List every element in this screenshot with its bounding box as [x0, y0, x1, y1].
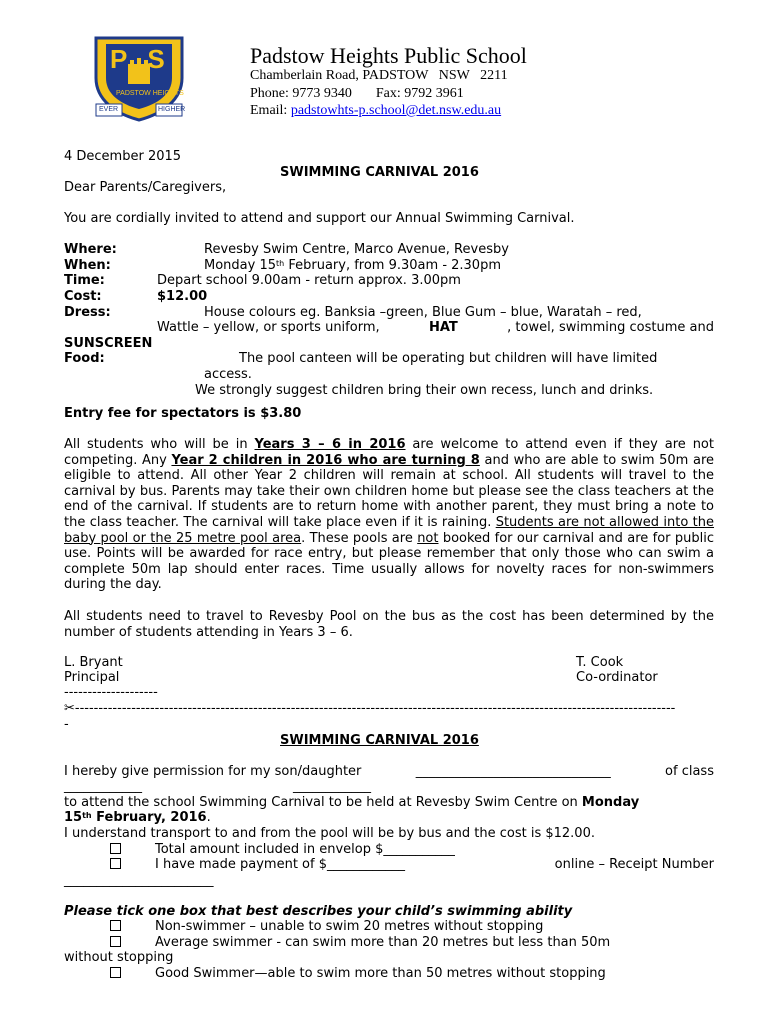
when-row — [64, 258, 501, 274]
school-logo — [90, 34, 188, 122]
ability-option-2b: without stopping — [64, 950, 174, 965]
permission-row — [64, 764, 714, 780]
school-address: Chamberlain Road, PADSTOW NSW 2211 — [250, 68, 508, 83]
dash-short: -------------------- — [64, 685, 158, 700]
dress-row — [64, 305, 642, 321]
letter-intro: You are cordially invited to attend and support our Annual Swimming Carnival. — [64, 211, 575, 226]
time-row — [64, 273, 461, 289]
year-2-turning-8: Year 2 children in 2016 who are turning 8 — [171, 452, 480, 468]
sig-right-role: Co-ordinator — [576, 670, 658, 685]
ability-option-1: Non-swimmer – unable to swim 20 metres without stopping — [110, 919, 760, 935]
sig-left-role: Principal — [64, 670, 120, 685]
dash-end: - — [64, 717, 69, 732]
school-fax: Fax: 9792 3961 — [375, 86, 464, 101]
transport-row: I understand transport to and from the pool will be by bus and the cost is $12.00. — [64, 826, 595, 841]
dress-value-2a: Wattle – yellow, or sports uniform, — [157, 320, 380, 335]
cut-line — [64, 701, 714, 717]
dress-value-2b: HAT — [428, 320, 458, 335]
non-swimmer-checkbox[interactable] — [110, 920, 121, 931]
where-label: Where: — [64, 242, 117, 257]
of-class-text: of class — [665, 764, 714, 779]
sig-right-name: T. Cook — [576, 655, 624, 670]
school-phone: Phone: 9773 9340 — [250, 86, 352, 101]
cost-label: Cost: — [64, 289, 102, 304]
letter-greeting: Dear Parents/Caregivers, — [64, 180, 227, 195]
when-value-sup: th — [276, 259, 285, 268]
school-email-row — [250, 103, 501, 119]
not-emphasis: not — [417, 530, 439, 546]
main-paragraph: All students who will be in Years 3 – 6 in 2016 are welcome to attend even if they are not competing. Any Year 2 children in 2016 who are turning 8 and who are able to swim 50m are eligible to attend. All other Year 2 children will remain at school. All students will travel to the carnival by bus. Parents may take their own children home but please see the class teachers at the end of the carnival. If students are to return home with another parent, they must bring a note to the class teacher. The carnival will take place even if it is raining. Students are not allowed into the baby pool or the 25 metre pool area. These pools are not booked for our carnival and are for public use. Points will be awarded for race entry, but please remember that only those who can swim a complete 50m lap should enter races. Time usually allows for novelty races for non-swimmers during the day. — [64, 437, 715, 593]
letter-title: SWIMMING CARNIVAL 2016 — [280, 165, 479, 180]
time-label: Time: — [64, 273, 105, 288]
attend-row: to attend the school Swimming Carnival to be held at Revesby Swim Centre on Monday — [64, 795, 640, 810]
food-value-1: The pool canteen will be operating but children will have limited — [239, 351, 658, 366]
envelope-checkbox[interactable] — [110, 843, 121, 854]
cost-value: $12.00 — [157, 289, 208, 304]
logo-arc-text: PADSTOW HEIGHTS — [116, 90, 184, 97]
ability-option-2: Average swimmer - can swim more than 20 metres but less than 50m — [110, 935, 714, 951]
form-title: SWIMMING CARNIVAL 2016 — [280, 733, 479, 748]
dress-row-2 — [157, 320, 714, 336]
dash-long: -------------------------------------------------------------------------------------------------------------------------------- — [74, 701, 676, 716]
attend-date-row: 15th February, 2016. — [64, 810, 211, 825]
food-value-2: access. — [204, 367, 252, 382]
average-swimmer-checkbox[interactable] — [110, 936, 121, 947]
years-3-6: Years 3 – 6 in 2016 — [254, 437, 406, 452]
cost-row — [64, 289, 207, 305]
online-amount-blank[interactable]: ____________ — [326, 857, 405, 872]
letter-date: 4 December 2015 — [64, 149, 182, 164]
child-name-blank[interactable]: ______________________________ — [415, 764, 611, 779]
when-value-b: February, from 9.30am - 2.30pm — [284, 258, 501, 273]
dress-value-2c: , towel, swimming costume and — [507, 320, 714, 335]
school-phone-fax — [250, 86, 464, 102]
ability-option-3: Good Swimmer—able to swim more than 50 metres without stopping — [110, 966, 760, 982]
scissors-icon: ✂ — [64, 701, 75, 716]
ability-heading: Please tick one box that best describes your child’s swimming ability — [64, 904, 573, 919]
pool-restriction: Students are not allowed into the baby pool or the 25 metre pool area — [64, 514, 715, 546]
food-label: Food: — [64, 351, 105, 366]
sig-left-name: L. Bryant — [64, 655, 123, 670]
food-row — [64, 351, 657, 367]
option-envelope: Total amount included in envelop $___________ — [110, 842, 760, 858]
entry-fee: Entry fee for spectators is $3.80 — [64, 406, 302, 421]
good-swimmer-checkbox[interactable] — [110, 967, 121, 978]
when-label: When: — [64, 258, 111, 273]
bus-paragraph: All students need to travel to Revesby Pool on the bus as the cost has been determined by the number of students attending in Years 3 – 6. — [64, 609, 714, 640]
class-blank-2[interactable]: ____________ — [293, 779, 371, 794]
online-checkbox[interactable] — [110, 858, 121, 869]
where-value: Revesby Swim Centre, Marco Avenue, Revesby — [204, 242, 509, 257]
dress-value-1: House colours eg. Banksia –green, Blue Gum – blue, Waratah – red, — [204, 305, 642, 320]
dress-label: Dress: — [64, 305, 111, 320]
where-row — [64, 242, 509, 258]
permission-text: I hereby give permission for my son/daughter — [64, 764, 362, 779]
logo-letter-left: PS — [110, 44, 185, 74]
logo-motto-right: HIGHER — [158, 106, 186, 113]
food-value-3: We strongly suggest children bring their own recess, lunch and drinks. — [195, 383, 654, 398]
email-label: Email: — [250, 103, 288, 118]
envelope-amount-blank[interactable]: ___________ — [383, 842, 455, 857]
dress-value-3: SUNSCREEN — [64, 336, 153, 351]
option-online: I have made payment of $____________ online – Receipt Number — [110, 857, 714, 873]
when-value-a: Monday 15 — [204, 258, 276, 273]
email-link[interactable]: padstowhts-p.school@det.nsw.edu.au — [290, 103, 502, 118]
class-blank-1[interactable]: ____________ — [64, 779, 142, 794]
school-name: Padstow Heights Public School — [250, 43, 527, 68]
logo-motto-left: EVER — [99, 106, 119, 113]
time-value: Depart school 9.00am - return approx. 3.00pm — [157, 273, 461, 288]
receipt-blank[interactable]: _______________________ — [64, 873, 214, 888]
